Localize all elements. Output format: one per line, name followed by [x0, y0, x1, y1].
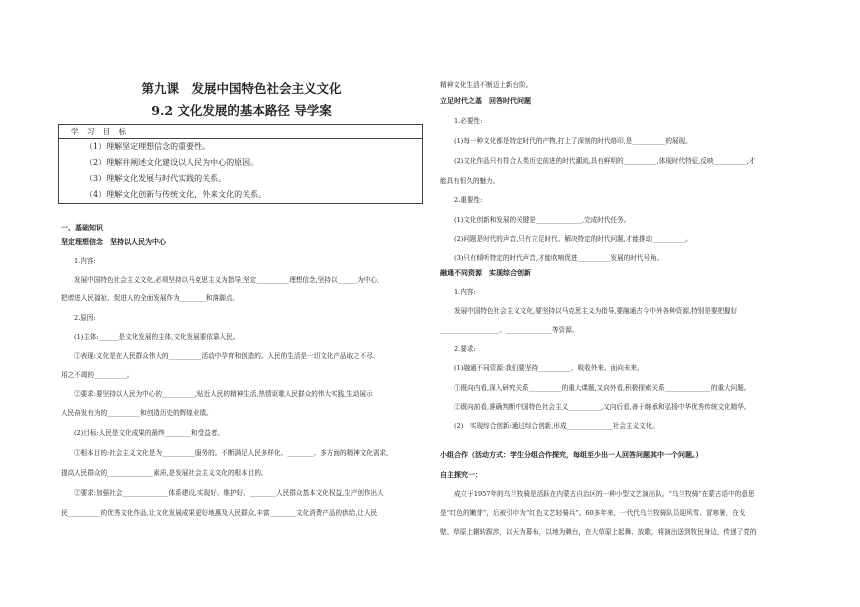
- text-line: (2)文化作品只有符合人类历史前进的时代潮流,具有鲜明的__________,体现时代特征,反映__________,才: [454, 157, 756, 165]
- text-line: (3)只有倾听特定的时代声音,才能吹响促进__________发展的时代号角。: [454, 254, 664, 262]
- text-line: __________________、______________等资源。: [440, 326, 579, 334]
- text-line: 发展中国特色社会主义文化,要坚持以马克思主义为指导,要融通古今中外各种资源,特别是要把握好: [454, 307, 738, 315]
- text-line: 1.必要性:: [454, 117, 483, 125]
- learning-goals-box: [58, 124, 423, 204]
- learning-goals-header: 学 习 目 标: [59, 125, 422, 139]
- text-line: (2)目标:人民是文化成果的最终________和受益者。: [74, 429, 225, 437]
- lesson-title: 第九课 发展中国特色社会主义文化: [141, 81, 342, 96]
- text-line: 成立于1957年的乌兰牧骑是活跃在内蒙古自治区的一种小型文艺演出队。“乌兰牧骑”在蒙古语中的意思: [454, 490, 755, 498]
- subsection-heading: 融通不同资源 实现综合创新: [440, 268, 531, 277]
- goal-item: （1）理解坚定理想信念的重要性。: [85, 142, 211, 151]
- goal-item: （4）理解文化创新与传统文化，外来文化的关系。: [85, 190, 267, 199]
- text-line: 提高人民群众的______________素质,是发展社会主义文化的根本目的。: [61, 469, 268, 477]
- inquiry-heading: 自主探究一：: [440, 470, 482, 479]
- text-line: ②要求:加强社会______________体系建设,实现好、维护好、________人民群众基本文化权益,生产创作出人: [74, 489, 384, 497]
- text-line: 2.要求:: [454, 345, 476, 353]
- text-line: ②要求:要坚持以人民为中心的__________,贴近人民的精神生活,热情讴歌人民群众的伟大实践,生动展示: [74, 390, 373, 398]
- subsection-heading: 立足时代之基 回答时代问题: [440, 96, 531, 105]
- text-line: (1)每一种文化都是特定时代的产物,打上了深刻的时代烙印,是__________的展现。: [454, 137, 692, 145]
- text-line: (1)文化创新和发展的关键是______________,完成时代任务。: [454, 216, 631, 224]
- text-line: ②既向前看,准确判断中国特色社会主义__________,又向后看,善于继承和弘扬中华优秀传统文化精华。: [454, 403, 751, 411]
- text-line: ①根本目的:社会主义文化是为__________服务的。不断满足人民多样化、________、多方面的精神文化需求,: [74, 449, 389, 457]
- text-line: 人民奋发有为的__________和创造历史的辉煌业绩。: [61, 409, 213, 417]
- goal-item: （2）理解并阐述文化建设以人民为中心的原因。: [85, 158, 259, 167]
- text-line: 把增进人民福祉、促进人的全面发展作为________和落脚点。: [61, 294, 240, 302]
- text-line: 2.重要性:: [454, 196, 483, 204]
- text-line: ①表现:文化是在人民群众伟大的__________活动中孕育和创造的。人民的生活是一切文化产品取之不尽、: [74, 352, 380, 360]
- text-line: 是“红色的嫩芽”，后被引申为“红色文艺轻骑兵”。60多年来，一代代乌兰牧骑队员迎风雪、冒寒暑，在戈: [440, 509, 746, 517]
- text-line: 1.内容:: [454, 288, 476, 296]
- text-line: 1.内容:: [74, 257, 96, 265]
- text-line: 用之不竭的__________。: [61, 371, 134, 379]
- text-line: (2)问题是时代的声音,只有立足时代、解决特定的时代问题,才能推动__________。: [454, 235, 692, 243]
- text-line: 能具有恒久的魅力。: [440, 177, 500, 185]
- text-line: 壁、草原上辗转跋涉，以天为幕布，以地为舞台，在大草原上起舞、放歌，将演出送到牧民身边，传递了党的: [440, 528, 757, 536]
- goal-item: （3）理解文化发展与时代实践的关系。: [85, 174, 227, 183]
- text-line: 精神文化生活不断迈上新台阶。: [440, 81, 533, 89]
- text-line: 民__________的优秀文化作品,让文化发展成果更好地惠及人民群众,丰富________文化消费产品的供给,让人民: [61, 509, 378, 517]
- text-line: ①既向内看,深入研究关系__________的重大课题,又向外看,积极探索关系______________的重大问题。: [454, 384, 751, 392]
- text-line: 发展中国特色社会主义文化,必须坚持以马克思主义为指导,坚定__________理想信念,坚持以______为中心,: [74, 276, 380, 284]
- text-line: 2.原因:: [74, 314, 96, 322]
- text-line: (1)融通不同资源:我们要坚持__________、吸收外来、面向未来。: [454, 364, 644, 372]
- text-line: (1)主体:______是文化发展的主体,文化发展要依靠人民。: [74, 333, 240, 341]
- text-line: (2) 实现综合创新:通过综合创新,形成______________社会主义文化。: [454, 422, 659, 430]
- subsection-heading: 坚定理想信念 坚持以人民为中心: [61, 237, 166, 246]
- lesson-subtitle: 9.2 文化发展的基本路径 导学案: [151, 103, 332, 118]
- group-work-heading: 小组合作（活动方式：学生分组合作探究，每组至少出一人回答问题其中一个问题。）: [440, 450, 703, 459]
- section-heading: 一、基础知识: [61, 223, 103, 232]
